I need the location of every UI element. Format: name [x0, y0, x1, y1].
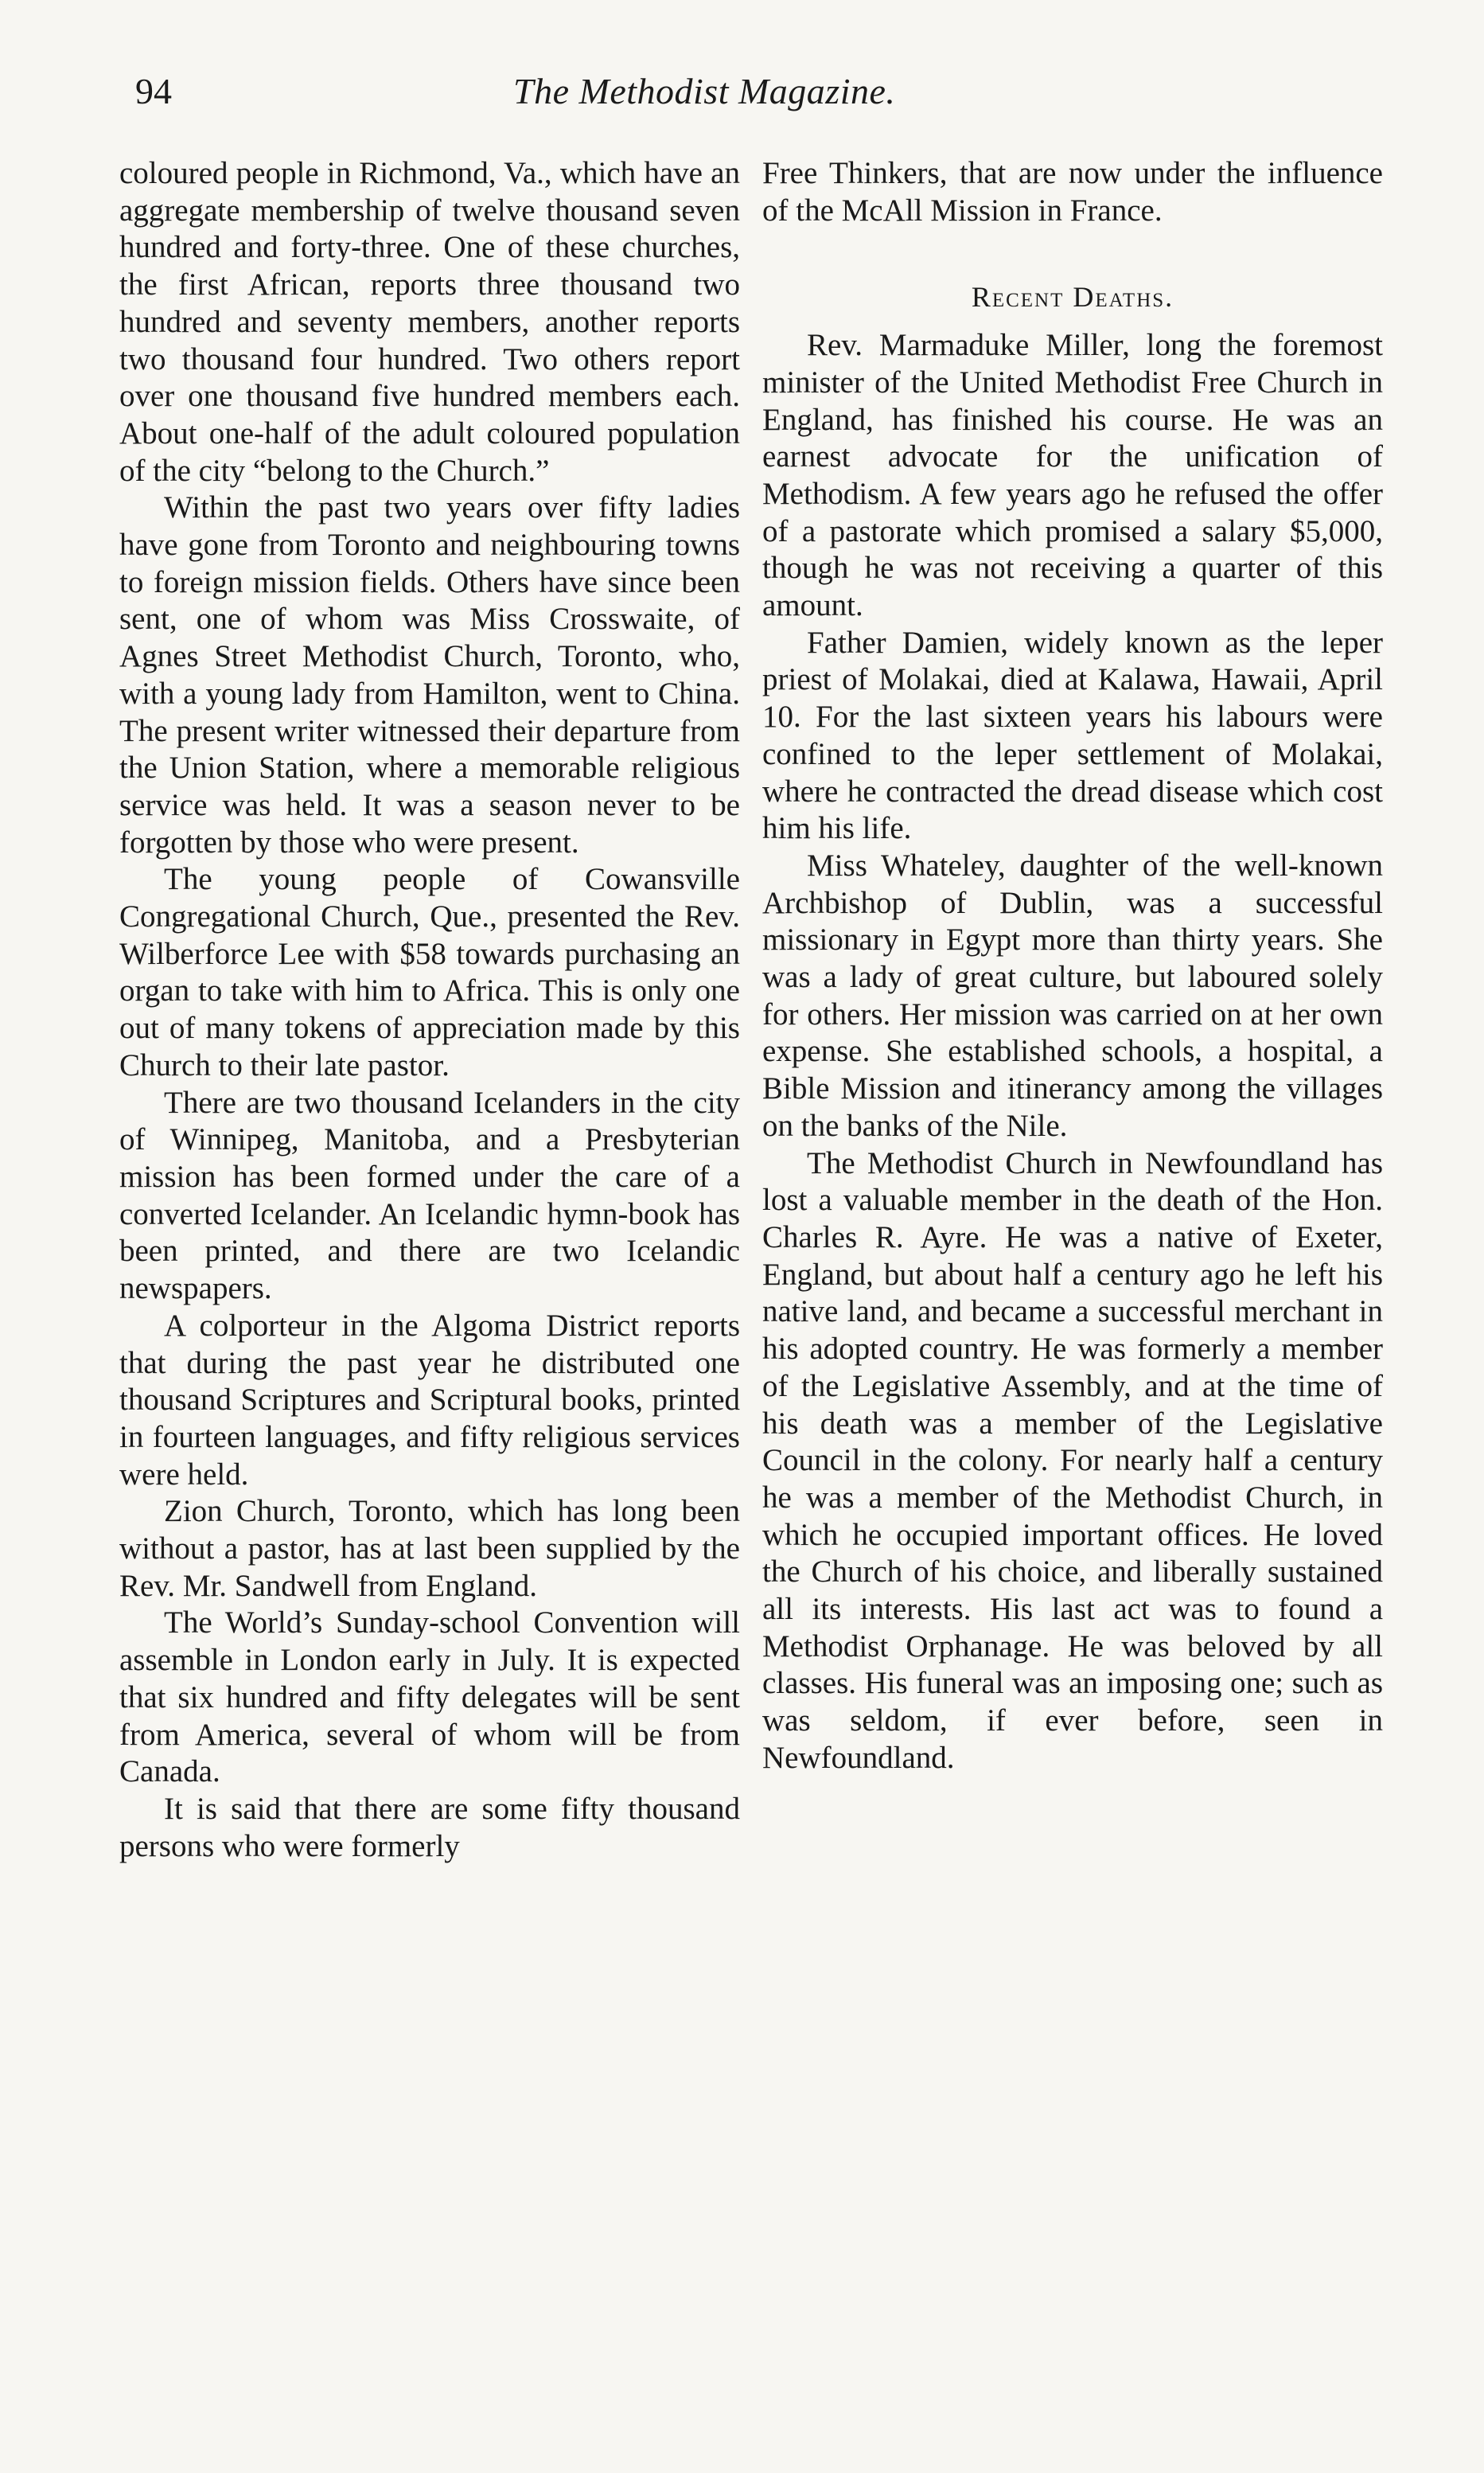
- paragraph-toronto-missionaries: Within the past two years over fifty ladies have gone from Toronto and neighbouring towns to foreign mission fields. Others have since been sent, one of whom was Miss Crosswaite, of Agnes Street Methodist Church, Toronto, who, with a young lady from Hamilton, went to China. The present writer witnessed their departure from the Union Station, where a memorable religious service was held. It was a season never to be forgotten by those who were present.: [119, 490, 740, 860]
- paragraph-charles-ayre: The Methodist Church in Newfoundland has lost a valuable member in the death of the Hon. Charles R. Ayre. He was a native of Exeter, England, but about half a century ago he left his native land, and became a successful merchant in his adopted country. He was formerly a member of the Legislative Assembly, and at the time of his death was a member of the Legislative Council in the colony. For nearly half a century he was a member of the Methodist Church, in which he occupied important offices. He loved the Church of his choice, and liberally sustained all its interests. His last act was to found a Methodist Orphanage. He was beloved by all classes. His funeral was an imposing one; such as was seldom, if ever before, seen in Newfoundland.: [762, 1145, 1383, 1775]
- paragraph-free-thinkers-continued: Free Thinkers, that are now under the influence of the McAll Mission in France.: [762, 156, 1383, 228]
- right-column: [762, 155, 1383, 1777]
- paragraph-sunday-school-convention: The World’s Sunday-school Convention will assemble in London early in July. It is expected that six hundred and fifty delegates will be sent from America, several of whom will be from Canada.: [119, 1605, 740, 1789]
- paragraph-zion-church: Zion Church, Toronto, which has long been without a pastor, has at last been supplied by the Rev. Mr. Sandwell from England.: [119, 1494, 740, 1603]
- paragraph-algoma-colporteur: A colporteur in the Algoma District reports that during the past year he distributed one thousand Scriptures and Scriptural books, printed in fourteen languages, and fifty religious services were held.: [119, 1308, 740, 1492]
- left-column: [119, 155, 740, 1865]
- page-header: [135, 65, 1381, 129]
- section-heading-recent-deaths: Recent Deaths.: [971, 281, 1174, 314]
- paragraph-winnipeg-icelanders: There are two thousand Icelanders in the city of Winnipeg, Manitoba, and a Presbyterian mission has been formed under the care of a converted Icelander. An Icelandic hymn-book has been printed, and there are two Icelandic newspapers.: [119, 1085, 740, 1306]
- paragraph-father-damien: Father Damien, widely known as the leper priest of Molakai, died at Kalawa, Hawaii, April 10. For the last sixteen years his labours were confined to the leper settlement of Molakai, where he contracted the dread disease which cost him his life.: [762, 625, 1383, 846]
- running-title: The Methodist Magazine.: [513, 71, 896, 111]
- paragraph-free-thinkers-start: It is said that there are some fifty thousand persons who were formerly: [119, 1791, 740, 1863]
- paragraph-miss-whateley: Miss Whateley, daughter of the well-known Archbishop of Dublin, was a successful missionary in Egypt more than thirty years. She was a lady of great culture, but laboured solely for others. Her mission was carried on at her own expense. She established schools, a hospital, a Bible Mission and itinerancy among the villages on the banks of the Nile.: [762, 848, 1383, 1143]
- paragraph-marmaduke-miller: Rev. Marmaduke Miller, long the foremost minister of the United Methodist Free Church in England, has finished his course. He was an earnest advocate for the unification of Methodism. A few years ago he refused the offer of a pastorate which promised a salary $5,000, though he was not receiving a quarter of this amount.: [762, 328, 1383, 623]
- page-number: 94: [135, 71, 172, 111]
- paragraph-cowansville-church: The young people of Cowansville Congregational Church, Que., presented the Rev. Wilberforce Lee with $58 towards purchasing an organ to take with him to Africa. This is only one out of many tokens of appreciation made by this Church to their late pastor.: [119, 862, 740, 1082]
- paragraph-richmond-churches: coloured people in Richmond, Va., which have an aggregate membership of twelve thousand seven hundred and forty-three. One of these churches, the first African, reports three thousand two hundred and seventy members, another reports two thousand four hundred. Two others report over one thousand five hundred members each. About one-half of the adult coloured population of the city “belong to the Church.”: [119, 156, 740, 488]
